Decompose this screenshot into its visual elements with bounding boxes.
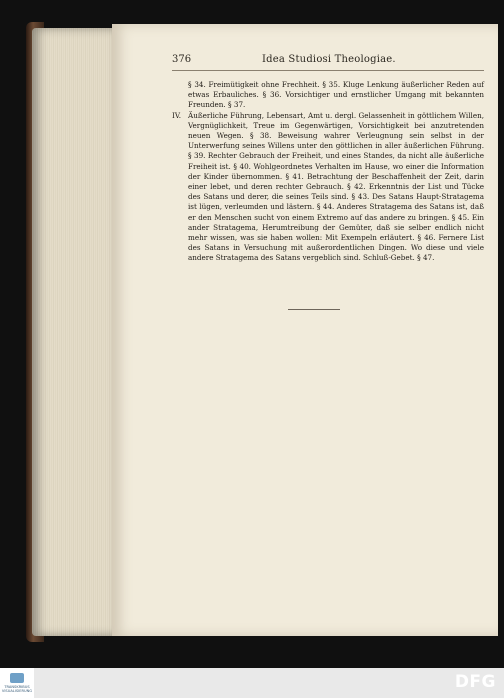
institution-logo[interactable] [0, 668, 34, 698]
end-rule [288, 309, 340, 310]
logo-caption: TRANSKRIBUS VISUALISIERUNG [1, 685, 33, 693]
section-paragraph: Äußerliche Führung, Lebensart, Amt u. dergl. Gelassenheit in göttlichem Willen, Vergnüglichkeit, Treue im Gegenwärtigen, Vorsichtigkeit bei anzutretenden neuen Wegen. § 38. Beweisung wahrer Verleugnung sein selbst in der Unterwerfung seines Willens unter den göttlichen in aller äußerlichen Führung. § 39. Rechter Gebrauch der Freiheit, und eines Standes, da nicht alle äußerliche Freiheit ist. § 40. Wohlgeordnetes Verhalten im Hause, wo einer die Information der Kinder übernommen. § 41. Betrachtung der Beschaffenheit der Zeit, darin einer lebet, und deren rechter Gebrauch. § 42. Erkenntnis der List und Tücke des Satans und derer, die seines Teils sind. § 43. Des Satans Haupt-Stratagema ist lügen, verleumden und lästern. § 44. Anderes Stratagema des Satans ist, daß er den Menschen sucht von einem Extremo auf das andere zu bringen. § 45. Ein ander Stratagema, Herumtreibung der Gemüter, daß sie selber endlich nicht mehr wissen, was sie haben wollen: Mit Exempeln erläutert. § 46. Fernere List des Satans in Versuchung mit außerordentlichen Dingen. Wo diese und viele andere Stratagema des Satans vergeblich sind. Schluß-Gebet. § 47. [188, 110, 484, 263]
running-title: Idea Studiosi Theologiae. [262, 54, 396, 65]
continued-paragraph: § 34. Freimütigkeit ohne Frechheit. § 35. Kluge Lenkung äußerlicher Reden auf etwas Erbauliches. § 36. Vorsichtiger und ernstlicher Umgang mit bekannten Freunden. § 37. [188, 80, 484, 110]
page-header [172, 54, 484, 71]
viewer-footer [0, 668, 504, 698]
page-number: 376 [172, 54, 192, 65]
book-page [112, 24, 498, 636]
section-number: IV. [172, 110, 182, 120]
page-body [172, 80, 484, 264]
dfg-logo[interactable]: DFG [454, 672, 496, 692]
logo-icon [10, 673, 24, 683]
section-iv [172, 111, 484, 264]
page-edges [32, 28, 112, 636]
